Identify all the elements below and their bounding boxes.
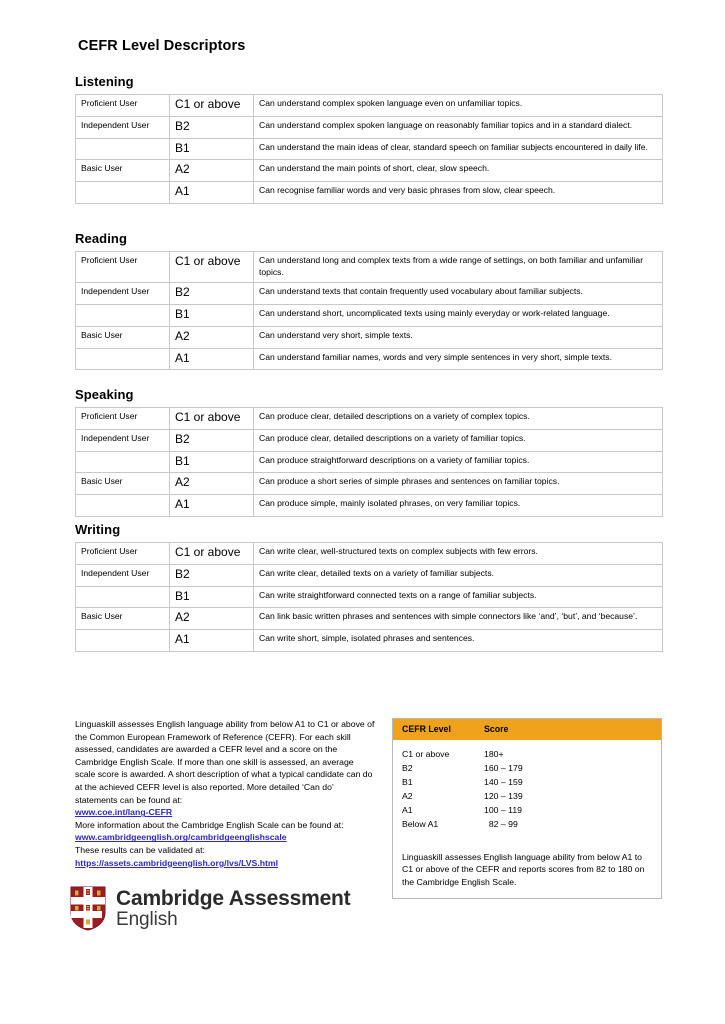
info-block: [75, 718, 375, 869]
table-row: [76, 408, 663, 430]
cell-user-group: Basic User: [76, 608, 170, 630]
score-row: [402, 789, 652, 803]
cell-descriptor: Can write clear, detailed texts on a variety of familiar subjects.: [254, 564, 663, 586]
cell-cefr-level: B1: [170, 451, 254, 473]
score-row-level: C1 or above: [402, 749, 450, 759]
table-row: [76, 116, 663, 138]
score-header-score: Score: [484, 724, 509, 734]
score-row-level: Below A1: [402, 819, 439, 830]
cell-user-group: Proficient User: [76, 543, 170, 565]
section-heading-reading: Reading: [75, 231, 127, 246]
info-line-3: These results can be validated at:: [75, 845, 205, 856]
cell-descriptor: Can understand familiar names, words and very simple sentences in very short, simple texts.: [254, 348, 663, 370]
cell-descriptor: Can understand complex spoken language even on unfamiliar topics.: [254, 95, 663, 117]
cell-user-group: [76, 495, 170, 517]
cell-descriptor: Can produce simple, mainly isolated phrases, on very familiar topics.: [254, 495, 663, 517]
cell-descriptor: Can produce straightforward descriptions on a variety of familiar topics.: [254, 451, 663, 473]
cell-cefr-level: C1 or above: [170, 408, 254, 430]
table-row: [76, 182, 663, 204]
cell-cefr-level: A1: [170, 495, 254, 517]
score-row: [402, 803, 652, 817]
score-row: [402, 761, 652, 775]
cell-descriptor: Can understand complex spoken language on reasonably familiar topics and in a standard dialect.: [254, 116, 663, 138]
table-row: [76, 586, 663, 608]
table-row: [76, 495, 663, 517]
table-row: [76, 252, 663, 283]
cell-descriptor: Can write short, simple, isolated phrases and sentences.: [254, 630, 663, 652]
score-row-level: B1: [402, 777, 413, 788]
logo-text: [116, 888, 350, 929]
cell-user-group: Proficient User: [76, 95, 170, 117]
cell-user-group: Proficient User: [76, 408, 170, 430]
cell-cefr-level: C1 or above: [170, 543, 254, 565]
cell-descriptor: Can produce clear, detailed descriptions on a variety of complex topics.: [254, 408, 663, 430]
table-row: [76, 283, 663, 305]
cell-descriptor: Can understand very short, simple texts.: [254, 326, 663, 348]
info-paragraph: Linguaskill assesses English language ability from below A1 to C1 or above of the Common European Framework of Reference (CEFR). For each skill assessed, candidates are awarded a CEFR level and a score on the Cambridge English Scale. If more than one skill is assessed, an average scale score is awarded. A short description of what a typical candidate can do at the achieved CEFR level is also reported. More detailed ‘Can do’ statements can be found at:: [75, 719, 375, 805]
cell-user-group: [76, 182, 170, 204]
cell-user-group: Basic User: [76, 160, 170, 182]
table-writing: [75, 542, 663, 652]
cell-descriptor: Can link basic written phrases and sentences with simple connectors like ‘and’, ‘but’, and ‘because’.: [254, 608, 663, 630]
section-writing: [75, 522, 663, 652]
cell-cefr-level: A2: [170, 608, 254, 630]
cell-user-group: [76, 138, 170, 160]
section-listening: [75, 74, 663, 204]
link-coe-cefr[interactable]: www.coe.int/lang-CEFR: [75, 807, 173, 818]
cell-user-group: Independent User: [76, 116, 170, 138]
score-header-level: CEFR Level: [402, 724, 451, 734]
section-heading-writing: Writing: [75, 522, 121, 537]
logo-line-2: English: [116, 908, 178, 930]
score-table-body: [393, 740, 661, 837]
score-row-score: 120 – 139: [484, 791, 523, 802]
table-row: [76, 451, 663, 473]
score-table-header: [393, 719, 661, 740]
table-row: [76, 630, 663, 652]
cell-user-group: [76, 586, 170, 608]
table-row: [76, 138, 663, 160]
score-row-level: B2: [402, 763, 413, 774]
section-heading-listening: Listening: [75, 74, 134, 89]
cell-user-group: Basic User: [76, 326, 170, 348]
link-cambridge-english-scale[interactable]: www.cambridgeenglish.org/cambridgeenglishscale: [75, 832, 287, 843]
cell-cefr-level: C1 or above: [170, 95, 254, 117]
cell-cefr-level: B2: [170, 116, 254, 138]
cell-cefr-level: B2: [170, 429, 254, 451]
cell-descriptor: Can recognise familiar words and very basic phrases from slow, clear speech.: [254, 182, 663, 204]
table-row: [76, 304, 663, 326]
table-row: [76, 348, 663, 370]
cell-descriptor: Can write straightforward connected texts on a range of familiar subjects.: [254, 586, 663, 608]
score-row-score: 180+: [484, 749, 504, 759]
cell-cefr-level: B2: [170, 283, 254, 305]
cambridge-assessment-english-logo: [70, 886, 350, 931]
cell-descriptor: Can understand the main ideas of clear, standard speech on familiar subjects encountered in daily life.: [254, 138, 663, 160]
cell-descriptor: Can understand long and complex texts from a wide range of settings, on both familiar and unfamiliar topics.: [254, 252, 663, 283]
cell-cefr-level: B1: [170, 586, 254, 608]
cell-descriptor: Can produce clear, detailed descriptions on a variety of familiar topics.: [254, 429, 663, 451]
table-row: [76, 95, 663, 117]
table-row: [76, 473, 663, 495]
score-row-level: A1: [402, 805, 413, 816]
table-row: [76, 564, 663, 586]
cell-user-group: [76, 630, 170, 652]
cell-cefr-level: A2: [170, 160, 254, 182]
score-table: [392, 718, 662, 899]
cell-user-group: Basic User: [76, 473, 170, 495]
table-row: [76, 543, 663, 565]
cambridge-shield-icon: [70, 886, 106, 931]
cell-user-group: Proficient User: [76, 252, 170, 283]
score-table-note: Linguaskill assesses English language ability from below A1 to C1 or above of the CEFR and reports scores from 82 to 180 on the Cambridge English Scale.: [402, 851, 645, 887]
score-row-score: 160 – 179: [484, 763, 523, 774]
table-speaking: [75, 407, 663, 517]
section-heading-speaking: Speaking: [75, 387, 134, 402]
cell-cefr-level: A1: [170, 348, 254, 370]
info-line-2: More information about the Cambridge English Scale can be found at:: [75, 819, 344, 830]
cell-cefr-level: A2: [170, 473, 254, 495]
table-row: [76, 326, 663, 348]
cell-descriptor: Can understand the main points of short, clear, slow speech.: [254, 160, 663, 182]
section-speaking: [75, 387, 663, 517]
cell-cefr-level: B2: [170, 564, 254, 586]
cell-cefr-level: B1: [170, 304, 254, 326]
cell-descriptor: Can understand texts that contain frequently used vocabulary about familiar subjects.: [254, 283, 663, 305]
score-row-level: A2: [402, 791, 413, 802]
cell-user-group: [76, 304, 170, 326]
table-reading: [75, 251, 663, 370]
cell-descriptor: Can write clear, well-structured texts on complex subjects with few errors.: [254, 543, 663, 565]
score-row: [402, 817, 652, 831]
score-row-score: 100 – 119: [484, 805, 523, 816]
cell-user-group: Independent User: [76, 283, 170, 305]
logo-line-1: Cambridge Assessment: [116, 887, 351, 911]
cell-user-group: [76, 348, 170, 370]
cell-descriptor: Can understand short, uncomplicated texts using mainly everyday or work-related language.: [254, 304, 663, 326]
cell-user-group: Independent User: [76, 564, 170, 586]
score-row: [402, 775, 652, 789]
cell-cefr-level: C1 or above: [170, 252, 254, 283]
cell-user-group: Independent User: [76, 429, 170, 451]
page-title: CEFR Level Descriptors: [78, 38, 246, 54]
cell-cefr-level: A1: [170, 630, 254, 652]
table-row: [76, 429, 663, 451]
cell-cefr-level: A2: [170, 326, 254, 348]
cell-descriptor: Can produce a short series of simple phrases and sentences on familiar topics.: [254, 473, 663, 495]
section-reading: [75, 231, 663, 370]
score-row-score: 140 – 159: [484, 777, 523, 788]
score-row-score: 82 – 99: [484, 819, 518, 830]
table-row: [76, 608, 663, 630]
score-row: [402, 747, 652, 761]
link-lvs-validation[interactable]: https://assets.cambridgeenglish.org/lvs/LVS.html: [75, 857, 279, 868]
table-listening: [75, 94, 663, 204]
cell-user-group: [76, 451, 170, 473]
table-row: [76, 160, 663, 182]
cell-cefr-level: A1: [170, 182, 254, 204]
cell-cefr-level: B1: [170, 138, 254, 160]
